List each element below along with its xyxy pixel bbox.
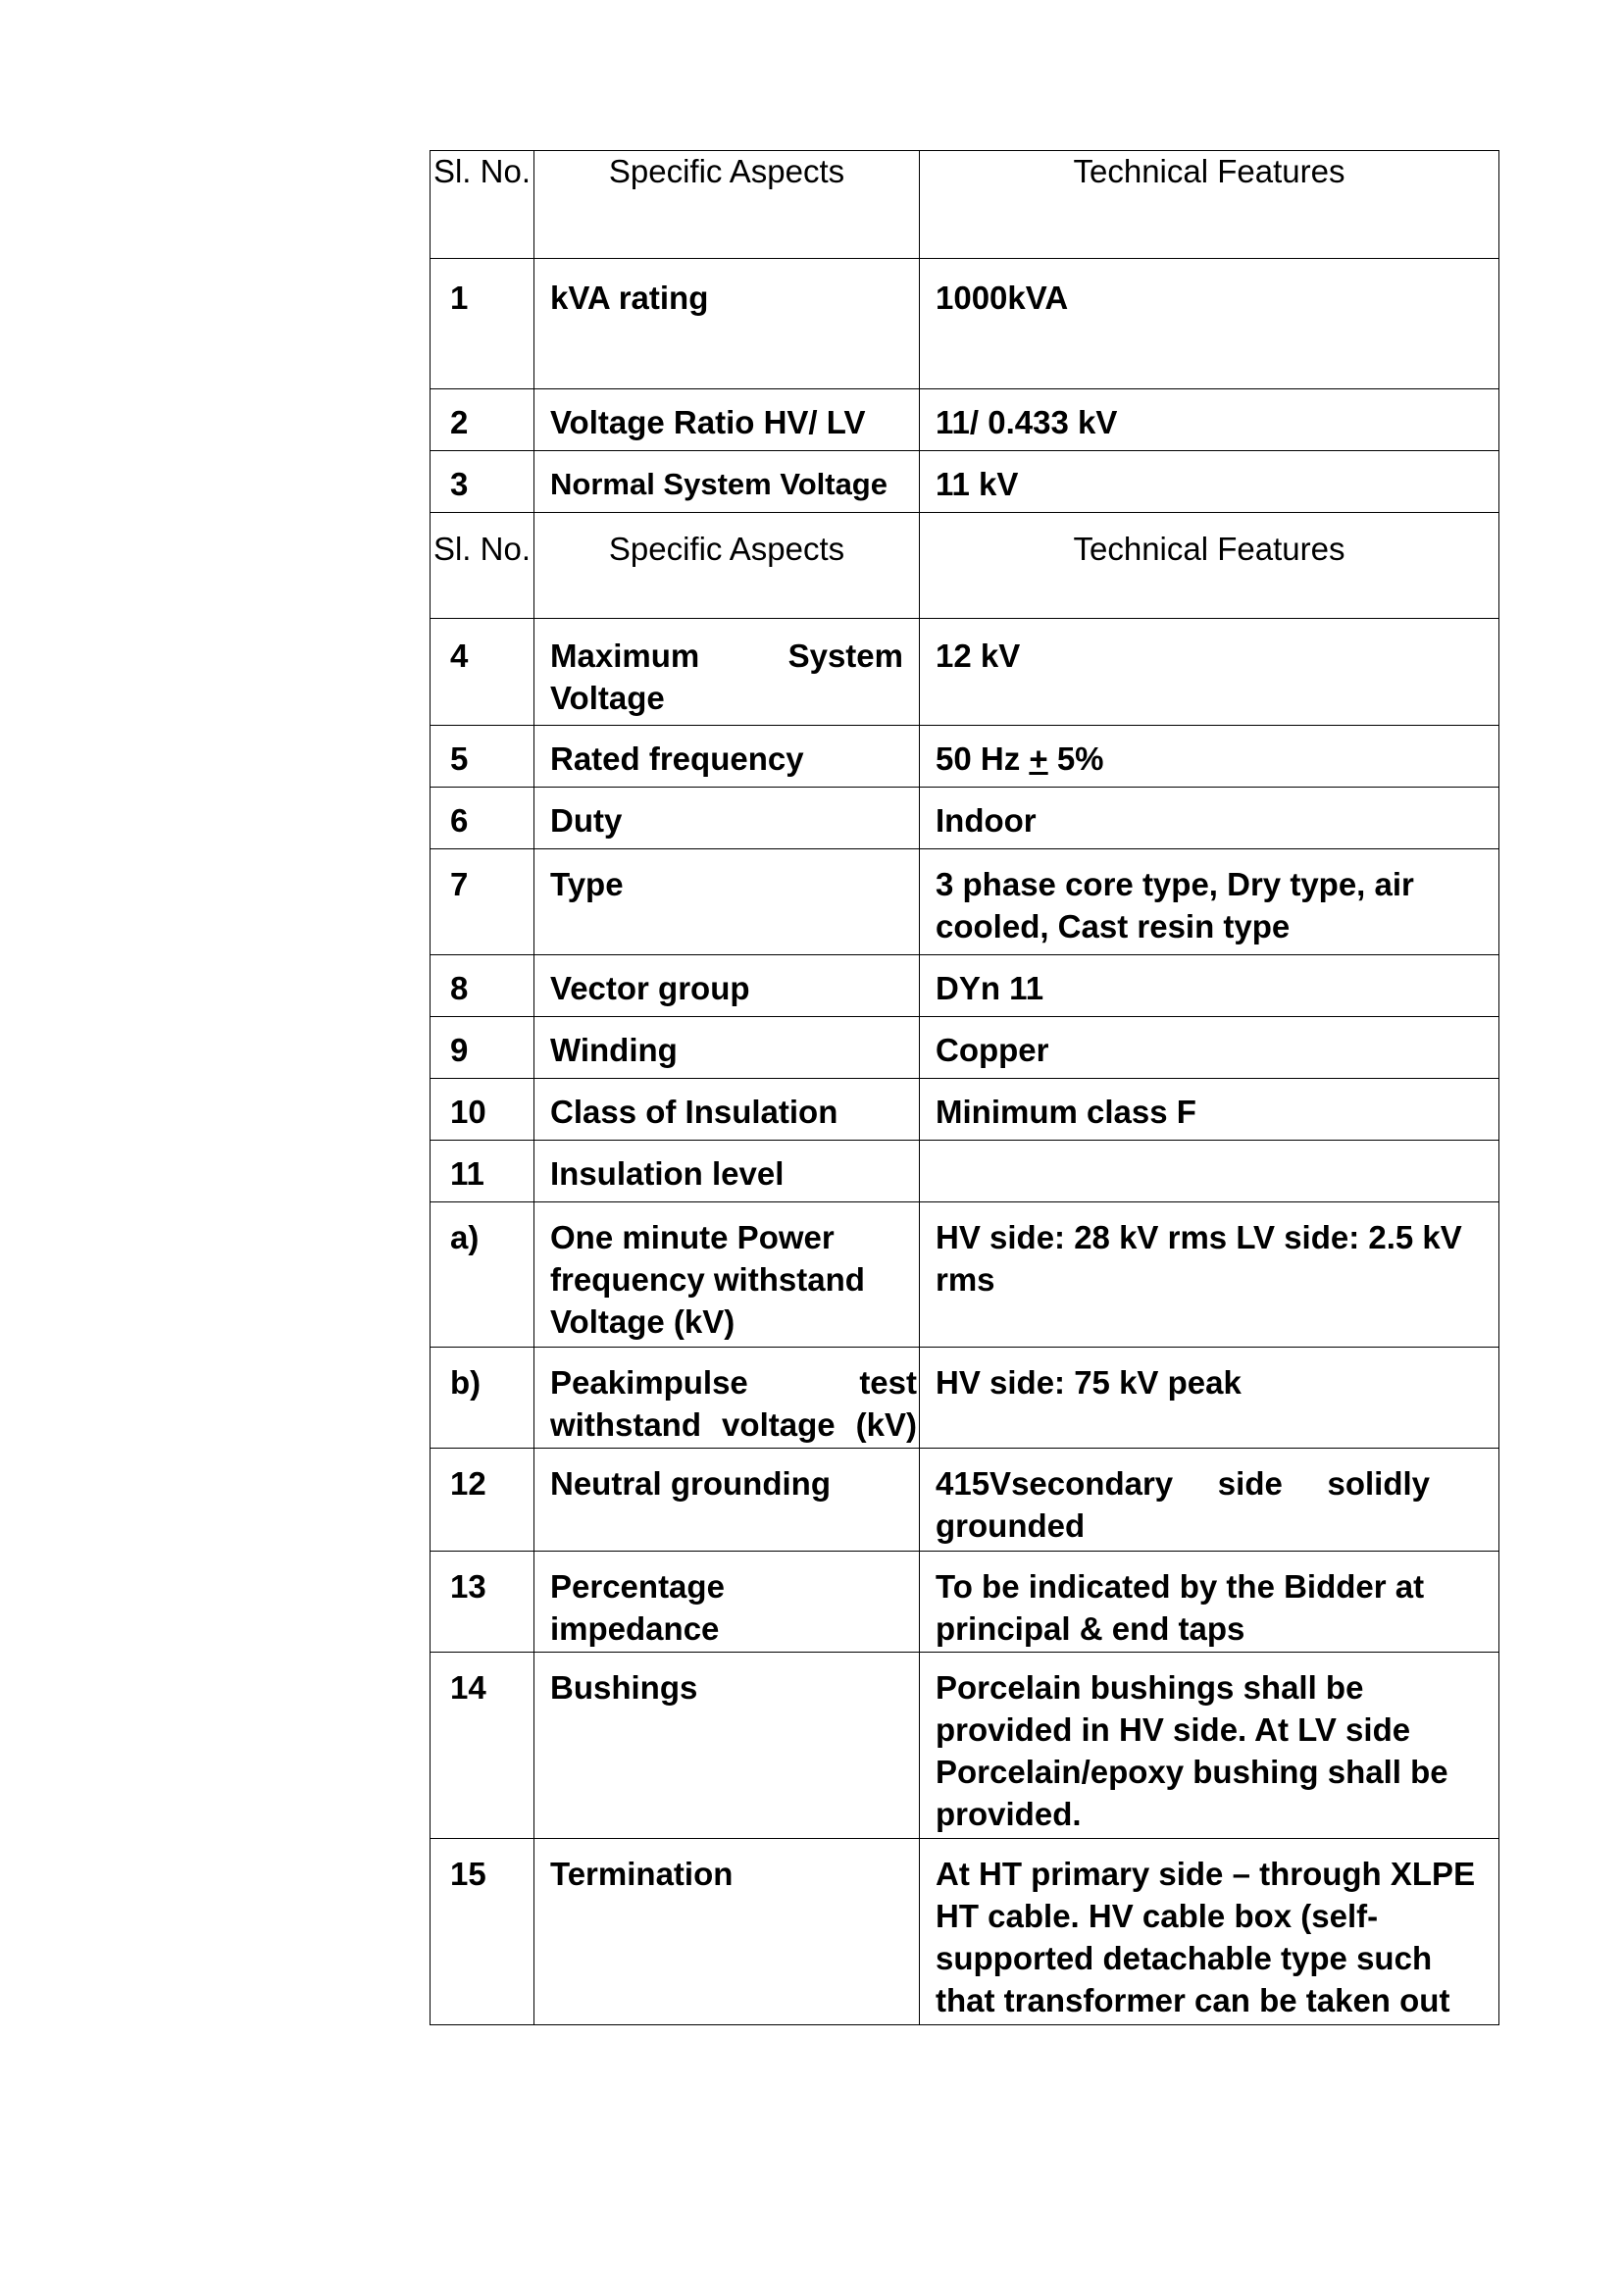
row-feature (920, 1141, 1498, 1152)
row-feature: HV side: 28 kV rms LV side: 2.5 kV rms (936, 1219, 1462, 1298)
row-no: 11 (450, 1155, 484, 1192)
row-feature: 11/ 0.433 kV (936, 404, 1118, 440)
row-no: 10 (450, 1094, 486, 1130)
row-aspect: Maximum System Voltage (550, 638, 903, 716)
table-row (431, 726, 1499, 788)
table-row (431, 619, 1499, 726)
row-no: 5 (450, 740, 469, 777)
row-aspect: Normal System Voltage (550, 467, 888, 501)
row-aspect: Percentage impedance (550, 1568, 725, 1647)
header-technical-features: Technical Features (920, 513, 1499, 619)
header-sl-no: Sl. No. (431, 513, 534, 619)
row-no: 7 (450, 866, 469, 902)
table-row (431, 1348, 1499, 1449)
table-header-row (431, 513, 1499, 619)
row-aspect: Type (550, 866, 624, 902)
row-feature: DYn 11 (936, 970, 1044, 1006)
row-aspect: Vector group (550, 970, 750, 1006)
row-aspect: Neutral grounding (550, 1465, 831, 1502)
row-feature: Copper (936, 1032, 1049, 1068)
table-row (431, 1839, 1499, 2025)
row-feature: HV side: 75 kV peak (936, 1364, 1242, 1401)
row-feature: Indoor (936, 802, 1037, 839)
row-aspect: Bushings (550, 1669, 698, 1706)
row-aspect: Duty (550, 802, 623, 839)
row-no: b) (450, 1364, 482, 1401)
row-feature: 3 phase core type, Dry type, air cooled, Cast resin type (936, 866, 1414, 944)
row-feature: 11 kV (936, 466, 1019, 502)
row-aspect: Class of Insulation (550, 1094, 838, 1130)
table-row (431, 1202, 1499, 1348)
row-aspect: Winding (550, 1032, 678, 1068)
table-row (431, 849, 1499, 955)
row-no: 1 (450, 280, 469, 316)
table-row (431, 1141, 1499, 1202)
row-no: 6 (450, 802, 469, 839)
row-no: 13 (450, 1568, 486, 1605)
row-aspect: kVA rating (550, 280, 709, 316)
table-row (431, 788, 1499, 849)
row-no: 2 (450, 404, 469, 440)
row-feature: 1000kVA (936, 280, 1069, 316)
header-specific-aspects: Specific Aspects (534, 513, 920, 619)
table-header-row (431, 151, 1499, 259)
row-no: 4 (450, 638, 469, 674)
table-row (431, 389, 1499, 451)
header-technical-features: Technical Features (920, 151, 1499, 259)
row-aspect: Voltage Ratio HV/ LV (550, 404, 866, 440)
row-no: 14 (450, 1669, 486, 1706)
row-feature: To be indicated by the Bidder at principal & end taps (936, 1568, 1425, 1647)
header-specific-aspects: Specific Aspects (534, 151, 920, 259)
row-feature: 12 kV (936, 638, 1021, 674)
plus-minus-sign: + (1029, 740, 1048, 777)
row-no: 8 (450, 970, 469, 1006)
table-row (431, 1552, 1499, 1653)
row-aspect: One minute Power frequency withstand Voltage (kV) (550, 1219, 865, 1340)
row-no: 9 (450, 1032, 469, 1068)
row-feature (920, 726, 1498, 780)
table-row (431, 1079, 1499, 1141)
table-row (431, 1017, 1499, 1079)
row-no: 15 (450, 1856, 486, 1892)
row-no: a) (450, 1219, 480, 1255)
table-row (431, 259, 1499, 389)
table-row (431, 955, 1499, 1017)
feature-prefix: 50 Hz (936, 740, 1030, 777)
table-row (431, 1449, 1499, 1552)
table-row (431, 451, 1499, 513)
table-row (431, 1653, 1499, 1839)
row-aspect: Peakimpulse test withstand voltage (kV) (550, 1364, 917, 1443)
feature-suffix: 5% (1047, 740, 1104, 777)
row-no: 12 (450, 1465, 486, 1502)
spec-table (430, 150, 1499, 2025)
row-aspect: Rated frequency (550, 740, 804, 777)
row-aspect: Insulation level (550, 1155, 785, 1192)
row-aspect: Termination (550, 1856, 734, 1892)
header-sl-no: Sl. No. (431, 151, 534, 259)
row-feature: At HT primary side – through XLPE HT cable. HV cable box (self-supported detachable type such that transformer can be taken out (936, 1856, 1476, 2018)
row-feature: Porcelain bushings shall be provided in HV side. At LV side Porcelain/epoxy bushing shall be provided. (936, 1669, 1448, 1832)
row-feature: 415Vsecondary side solidly grounded (936, 1465, 1430, 1544)
row-feature: Minimum class F (936, 1094, 1196, 1130)
row-no: 3 (450, 466, 469, 502)
